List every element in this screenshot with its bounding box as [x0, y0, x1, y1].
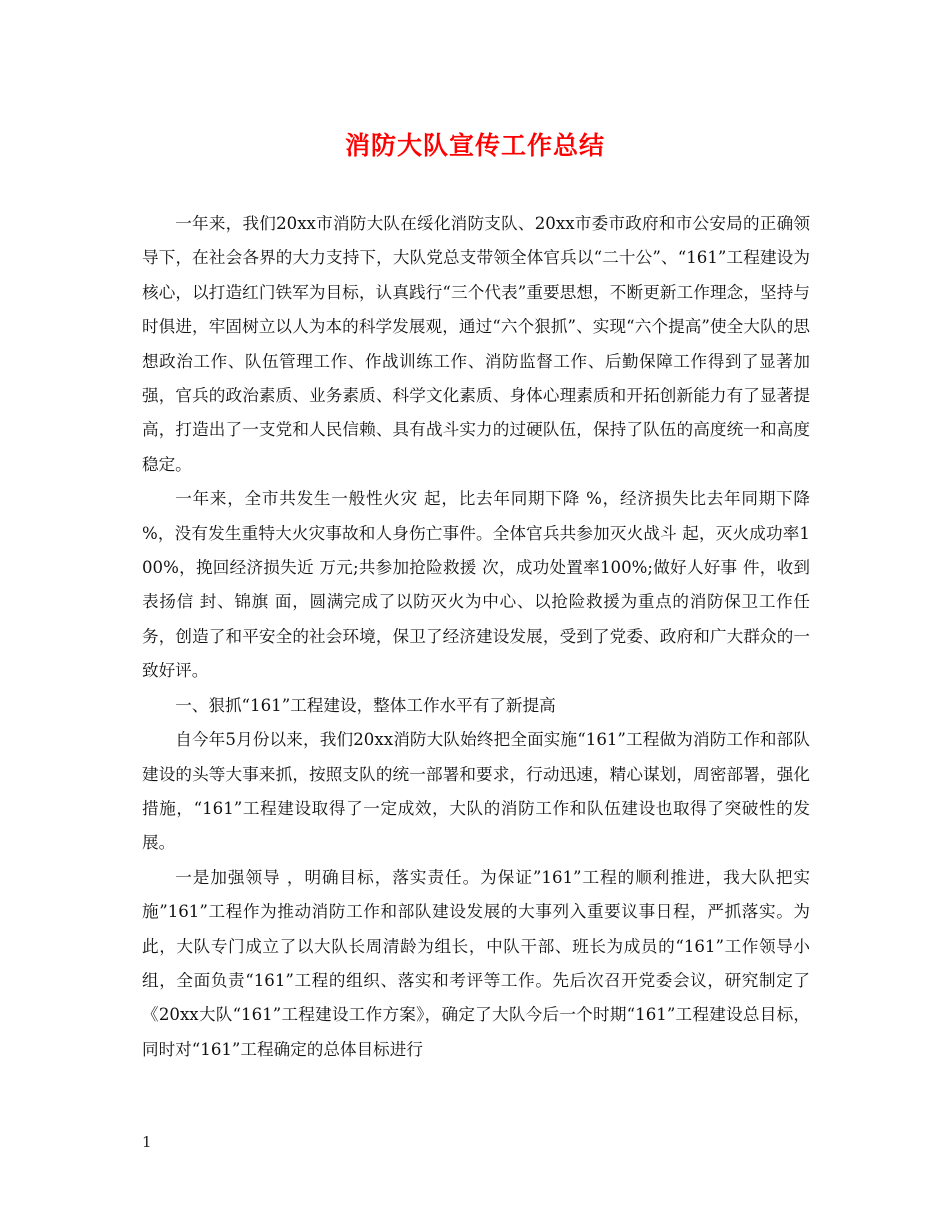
document-body: [142, 207, 810, 1067]
paragraph-section-1-intro: 自今年5月份以来，我们20xx消防大队始终把全面实施“161”工程做为消防工作和部队建设的头等大事来抓，按照支队的统一部署和要求，行动迅速，精心谋划，周密部署，强化措施，“161”工程建设取得了一定成效，大队的消防工作和队伍建设也取得了突破性的发展。: [142, 730, 810, 853]
paragraph-leadership: 一是加强领导 ，明确目标，落实责任。为保证”161”工程的顺利推进，我大队把实施”161”工程作为推动消防工作和部队建设发展的大事列入重要议事日程，严抓落实。为此，大队专门成立了以大队长周清龄为组长，中队干部、班长为成员的“161”工作领导小组，全面负责“161”工程的组织、落实和考评等工作。先后次召开党委会议，研究制定了《20xx大队“161”工程建设工作方案》，确定了大队今后一个时期“161”工程建设总目标，同时对“161”工程确定的总体目标进行: [142, 867, 810, 1059]
page-title: 消防大队宣传工作总结: [344, 131, 605, 160]
page-number: 1: [142, 1133, 152, 1151]
paragraph-intro: 一年来，我们20xx市消防大队在绥化消防支队、20xx市委市政府和市公安局的正确领导下，在社会各界的大力支持下，大队党总支带领全体官兵以“二十公”、“161”工程建设为核心，以打造红门铁军为目标，认真践行“三个代表”重要思想，不断更新工作理念，坚持与时俱进，牢固树立以人为本的科学发展观，通过“六个狠抓”、实现“六个提高”使全大队的思想政治工作、队伍管理工作、作战训练工作、消防监督工作、后勤保障工作得到了显著加强，官兵的政治素质、业务素质、科学文化素质、身体心理素质和开拓创新能力有了显著提高，打造出了一支党和人民信赖、具有战斗实力的过硬队伍，保持了队伍的高度统一和高度稳定。: [142, 214, 810, 474]
paragraph-statistics: 一年来，全市共发生一般性火灾 起，比去年同期下降 %，经济损失比去年同期下降 %，没有发生重特大火灾事故和人身伤亡事件。全体官兵共参加灭火战斗 起，灭火成功率100%，挽回经济损失近 万元;共参加抢险救援 次，成功处置率100%;做好人好事 件，收到表扬信 封、锦旗 面，圆满完成了以防灭火为中心、以抢险救援为重点的消防保卫工作任务，创造了和平安全的社会环境，保卫了经济建设发展，受到了党委、政府和广大群众的一致好评。: [142, 489, 810, 681]
section-heading-1: 一、狠抓“161”工程建设，整体工作水平有了新提高: [175, 695, 556, 715]
